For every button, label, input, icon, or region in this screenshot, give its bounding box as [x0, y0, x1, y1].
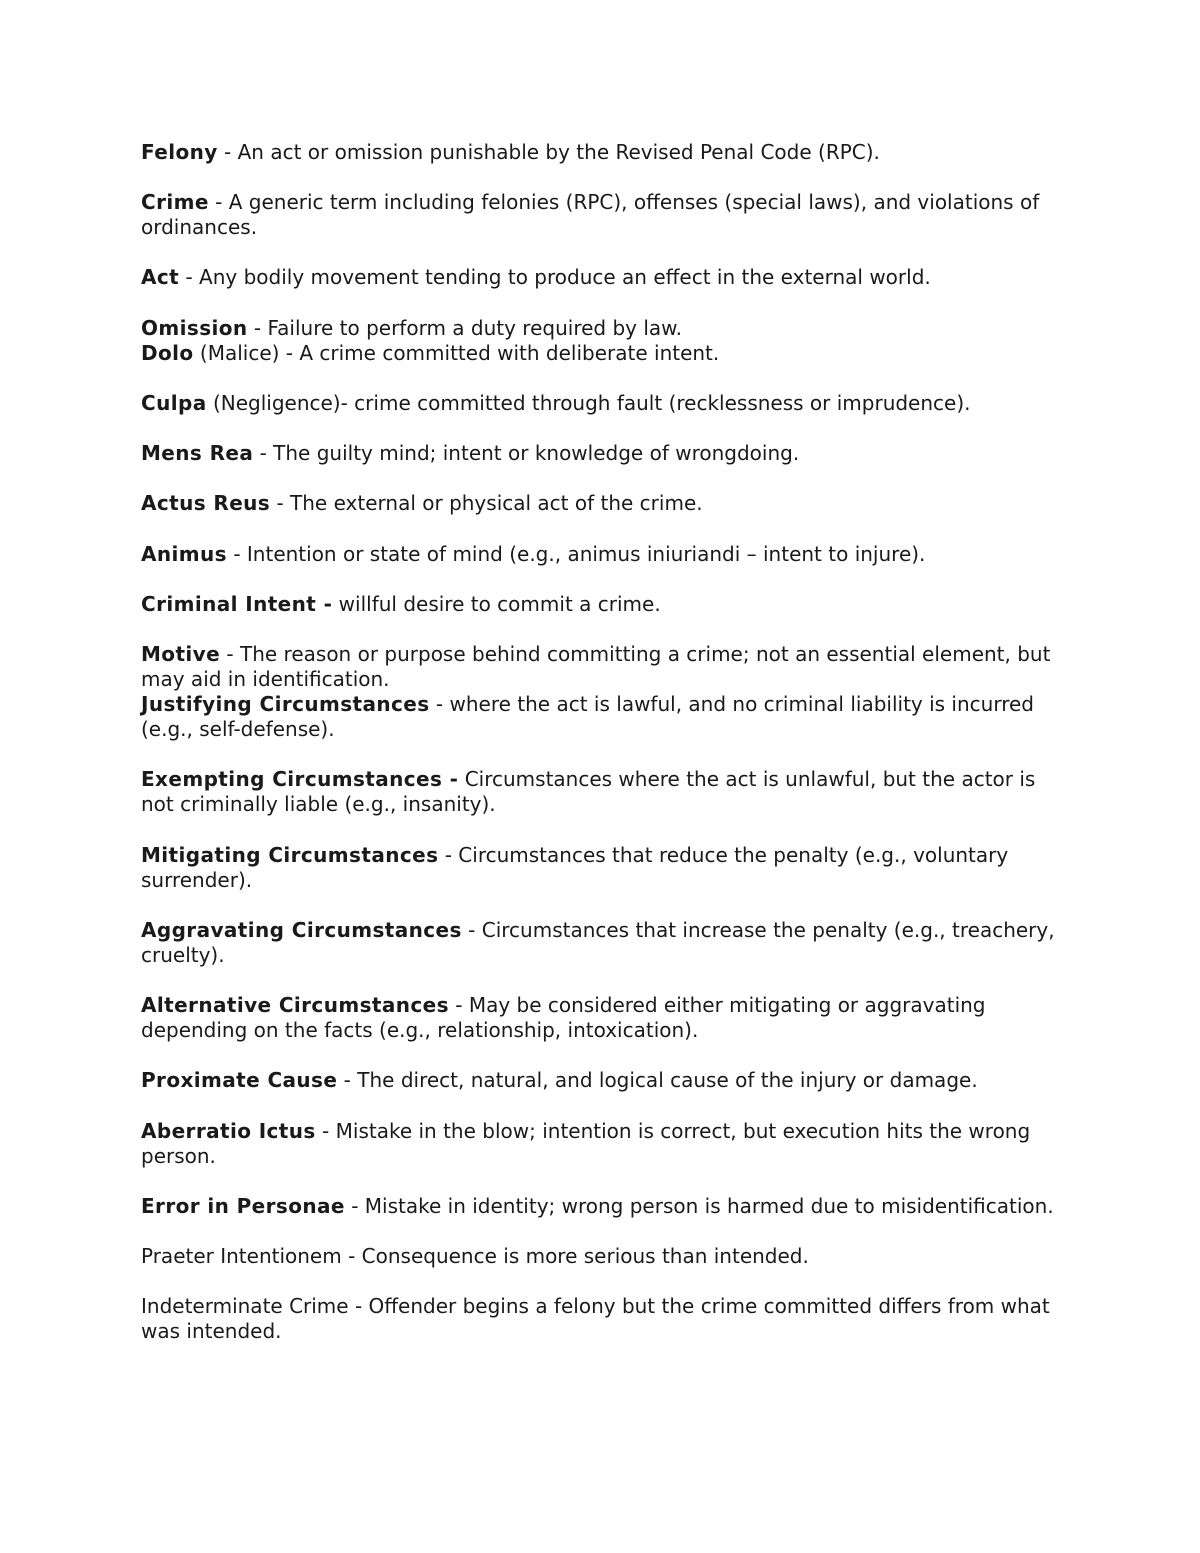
entry-aggravating-circumstances — [141, 918, 1061, 968]
entry-omission — [141, 316, 1061, 341]
term-label: Act — [141, 265, 180, 290]
entry-mitigating-circumstances — [141, 843, 1061, 893]
term-definition: - The guilty mind; intent or knowledge of wrongdoing. — [253, 441, 800, 466]
term-definition: - Circumstances that increase the penalty (e.g., treachery, cruelty). — [141, 917, 1055, 967]
term-label: Proximate Cause — [141, 1068, 338, 1093]
term-definition: - Intention or state of mind (e.g., animus iniuriandi – intent to injure). — [226, 541, 926, 566]
term-label: Alternative Circumstances — [141, 993, 449, 1018]
term-label: Dolo — [141, 340, 194, 365]
entry-culpa — [141, 391, 1061, 416]
entry-crime — [141, 190, 1061, 240]
entry-dolo — [141, 341, 1061, 366]
term-label: Aberratio Ictus — [141, 1118, 316, 1143]
entry-animus — [141, 542, 1061, 567]
term-definition: - Circumstances that reduce the penalty (e.g., voluntary surrender). — [141, 842, 1009, 892]
term-label: Mens Rea — [141, 441, 254, 466]
term-definition: Indeterminate Crime - Offender begins a felony but the crime committed differs from what was intended. — [141, 1294, 1050, 1344]
entry-motive — [141, 642, 1061, 692]
term-label: Exempting Circumstances - — [141, 767, 459, 792]
term-label: Actus Reus — [141, 491, 271, 516]
entry-criminal-intent — [141, 592, 1061, 617]
term-definition: - The reason or purpose behind committing a crime; not an essential element, but may aid in identification. — [141, 641, 1051, 691]
entry-justifying-circumstances — [141, 692, 1061, 742]
term-definition: (Negligence)- crime committed through fault (recklessness or imprudence). — [206, 390, 971, 415]
term-label: Crime — [141, 190, 209, 215]
term-definition: - The external or physical act of the crime. — [270, 491, 703, 516]
term-label: Criminal Intent - — [141, 591, 333, 616]
entry-proximate-cause — [141, 1068, 1061, 1093]
term-definition: Praeter Intentionem - Consequence is more serious than intended. — [141, 1244, 809, 1269]
term-definition: - Mistake in the blow; intention is correct, but execution hits the wrong person. — [141, 1118, 1031, 1168]
term-label: Animus — [141, 541, 227, 566]
entry-mens-rea — [141, 441, 1061, 466]
entry-act — [141, 265, 1061, 290]
term-definition: willful desire to commit a crime. — [332, 591, 661, 616]
term-definition: - May be considered either mitigating or aggravating depending on the facts (e.g., relationship, intoxication). — [141, 993, 986, 1043]
term-definition: - Mistake in identity; wrong person is harmed due to misidentification. — [344, 1193, 1054, 1218]
term-definition: - An act or omission punishable by the Revised Penal Code (RPC). — [217, 140, 880, 164]
entry-praeter-intentionem — [141, 1244, 1061, 1269]
entry-indeterminate-crime — [141, 1294, 1061, 1344]
term-label: Culpa — [141, 390, 207, 415]
term-definition: (Malice) - A crime committed with deliberate intent. — [193, 340, 720, 365]
entry-exempting-circumstances — [141, 767, 1061, 817]
entry-actus-reus — [141, 491, 1061, 516]
entry-alternative-circumstances — [141, 993, 1061, 1043]
term-label: Felony — [141, 140, 218, 164]
term-definition: Circumstances where the act is unlawful, but the actor is not criminally liable (e.g., insanity). — [141, 767, 1036, 817]
entry-felony — [141, 140, 1061, 165]
term-label: Omission — [141, 315, 248, 340]
term-label: Justifying Circumstances — [141, 692, 430, 717]
term-label: Motive — [141, 641, 221, 666]
entry-aberratio-ictus — [141, 1119, 1061, 1169]
term-definition: - Any bodily movement tending to produce an effect in the external world. — [179, 265, 931, 290]
term-label: Error in Personae — [141, 1193, 345, 1218]
term-definition: - where the act is lawful, and no criminal liability is incurred (e.g., self-defense). — [141, 692, 1034, 742]
entry-error-in-personae — [141, 1194, 1061, 1219]
term-definition: - Failure to perform a duty required by law. — [247, 315, 683, 340]
term-label: Mitigating Circumstances — [141, 842, 439, 867]
term-label: Aggravating Circumstances — [141, 917, 462, 942]
definitions-list — [141, 140, 1061, 1345]
term-definition: - A generic term including felonies (RPC), offenses (special laws), and violations of ordinances. — [141, 190, 1040, 240]
term-definition: - The direct, natural, and logical cause of the injury or damage. — [337, 1068, 978, 1093]
